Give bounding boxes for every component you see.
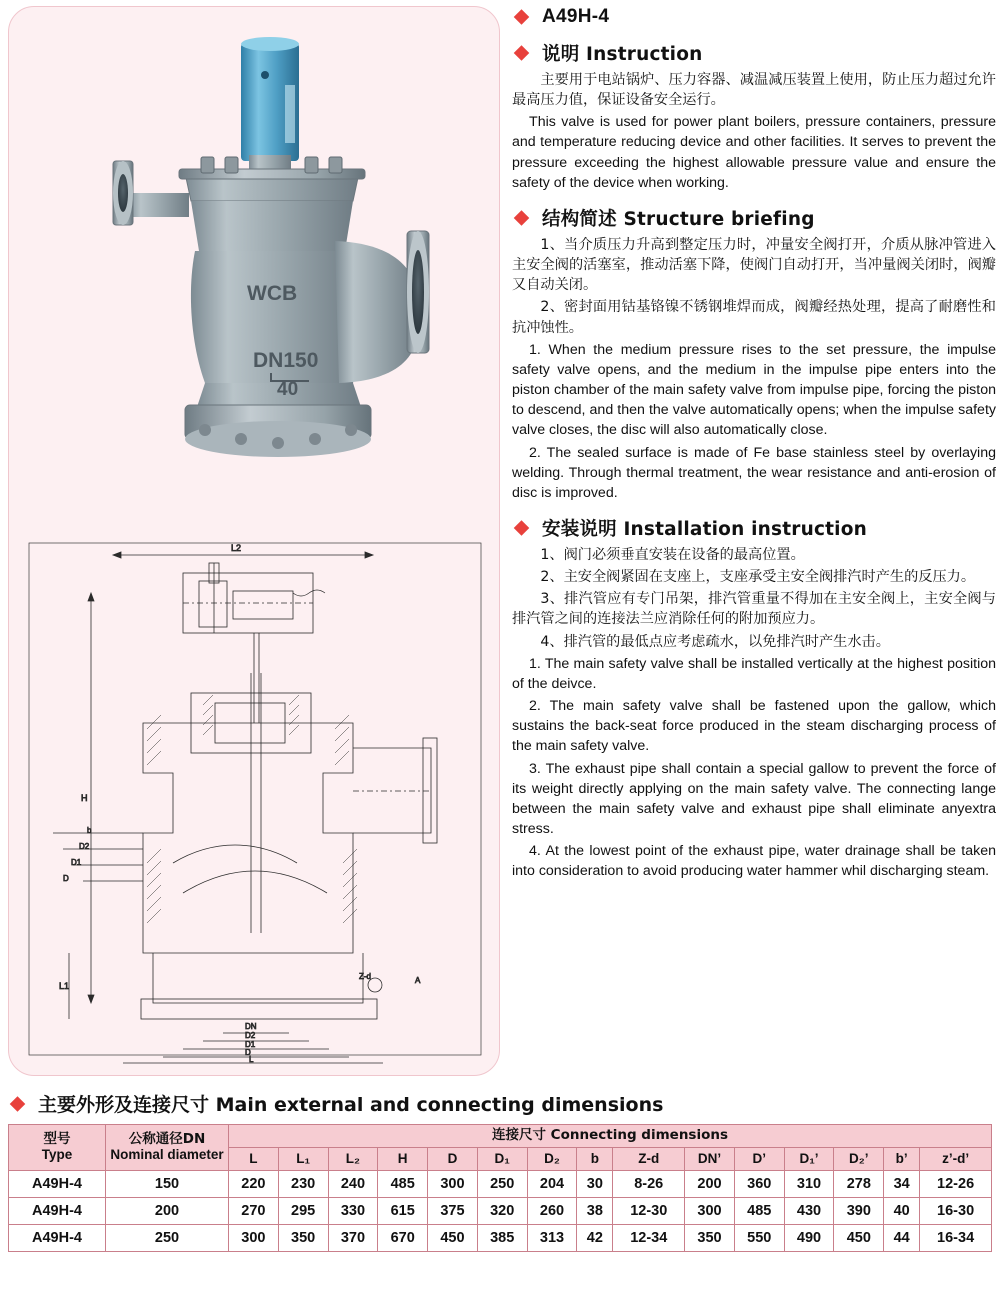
valve-photo [9, 15, 501, 525]
cell-D1p: 490 [784, 1224, 834, 1251]
model-title-text: A49H-4 [542, 6, 610, 27]
cell-dn: 150 [106, 1170, 229, 1197]
cell-zdp: 16-30 [920, 1197, 992, 1224]
header-col-zdp: z’-d’ [920, 1147, 992, 1170]
cell-L2: 330 [328, 1197, 378, 1224]
section-heading-installation [512, 515, 996, 541]
cell-L1: 295 [278, 1197, 328, 1224]
table-row [9, 1197, 992, 1224]
cell-type: A49H-4 [9, 1170, 106, 1197]
section-heading-structure [512, 205, 996, 231]
svg-text:H: H [81, 793, 88, 803]
structure-en-paragraph-2: 2. The sealed surface is made of Fe base stainless steel by overlaying welding. Through thermal treatment, the wear resistance and anti-erosion of disc is improved. [512, 444, 996, 501]
cell-D2p: 450 [834, 1224, 884, 1251]
cell-D1: 250 [477, 1170, 527, 1197]
header-col-L2: L₂ [328, 1147, 378, 1170]
instruction-en-paragraph: This valve is used for power plant boilers, pressure containers, pressure and temperature reducing device and other facilities. It serves to prevent the pressure exceeding the highest allowable pressure value and ensure the safety of the device when working. [512, 114, 996, 191]
cell-DNp: 350 [685, 1224, 735, 1251]
cell-Dp: 360 [734, 1170, 784, 1197]
cell-b: 30 [577, 1170, 613, 1197]
photo-label-pn: 40 [277, 379, 299, 400]
cell-type: A49H-4 [9, 1197, 106, 1224]
svg-text:D: D [245, 1048, 251, 1057]
cell-H: 670 [378, 1224, 428, 1251]
model-title [512, 6, 996, 28]
cell-dn: 200 [106, 1197, 229, 1224]
header-type [9, 1125, 106, 1171]
section-heading-structure-text: 结构简述 Structure briefing [542, 208, 815, 230]
header-col-D1: D₁ [477, 1147, 527, 1170]
cell-L: 220 [229, 1170, 279, 1197]
svg-text:L: L [249, 1055, 254, 1064]
svg-text:Z-d: Z-d [359, 972, 371, 981]
cell-D1p: 430 [784, 1197, 834, 1224]
header-col-D1p: D₁’ [784, 1147, 834, 1170]
structure-cn-paragraph-1: 1、当介质压力升高到整定压力时，冲量安全阀打开，介质从脉冲管进入主安全阀的活塞室，推动活塞下降，使阀门自动打开，当冲量阀关闭时，阀瓣又自动关闭。 [512, 236, 996, 294]
cell-L2: 240 [328, 1170, 378, 1197]
instruction-cn-paragraph: 主要用于电站锅炉、压力容器、减温减压装置上使用，防止压力超过允许最高压力值，保证设备安全运行。 [512, 72, 996, 109]
cell-Zd: 12-30 [613, 1197, 685, 1224]
svg-text:b: b [87, 826, 92, 835]
cell-zdp: 16-34 [920, 1224, 992, 1251]
table-row [9, 1170, 992, 1197]
installation-cn-paragraph-4: 4、排汽管的最低点应考虑疏水，以免排汽时产生水击。 [540, 633, 890, 650]
header-col-b: b [577, 1147, 613, 1170]
cell-b: 42 [577, 1224, 613, 1251]
photo-label-dn: DN150 [253, 349, 319, 372]
header-col-H: H [378, 1147, 428, 1170]
dimensions-table-title-text: 主要外形及连接尺寸 Main external and connecting dimensions [38, 1094, 664, 1116]
installation-en-paragraph-1: 1. The main safety valve shall be installed vertically at the highest position of the deivce. [512, 655, 996, 692]
table-header-row-1 [9, 1125, 992, 1148]
header-dn-cn: 公称通径DN [128, 1130, 206, 1147]
header-col-D2: D₂ [527, 1147, 577, 1170]
structure-en-paragraph-1: 1. When the medium pressure rises to the set pressure, the impulse safety valve opens, and the medium in the impulse pipe enters into the piston chamber of the main safety valve from impulse pipe, forcing the piston to descend, and then the valve automatically opens; when the impulse safety valve closes, the disc will also automatically close. [512, 341, 996, 439]
installation-cn-paragraph-3: 3、排汽管应有专门吊架，排汽管重量不得加在主安全阀上，主安全阀与排汽管之间的连接法兰应消除任何的附加预应力。 [512, 591, 996, 628]
cell-Dp: 485 [734, 1197, 784, 1224]
illustration-panel [8, 6, 500, 1076]
valve-technical-drawing [23, 533, 489, 1065]
svg-text:D2: D2 [245, 1031, 256, 1040]
section-heading-installation-text: 安装说明 Installation instruction [542, 518, 867, 540]
cell-D2: 313 [527, 1224, 577, 1251]
cell-L1: 350 [278, 1224, 328, 1251]
svg-text:D1: D1 [245, 1040, 256, 1049]
header-col-DNp: DN’ [685, 1147, 735, 1170]
cell-L1: 230 [278, 1170, 328, 1197]
cell-bp: 34 [884, 1170, 920, 1197]
cell-b: 38 [577, 1197, 613, 1224]
svg-text:D1: D1 [71, 858, 82, 867]
section-heading-instruction [512, 40, 996, 66]
header-nominal-diameter [106, 1125, 229, 1171]
cell-type: A49H-4 [9, 1224, 106, 1251]
cell-Dp: 550 [734, 1224, 784, 1251]
table-body [9, 1170, 992, 1251]
structure-cn-paragraph-2: 2、密封面用钴基铬镍不锈钢堆焊而成，阀瓣经热处理，提高了耐磨性和抗冲蚀性。 [512, 299, 996, 336]
cell-D: 450 [428, 1224, 478, 1251]
installation-en-paragraph-3: 3. The exhaust pipe shall contain a special gallow to prevent the force of its weight directly applying on the main safety valve. The connecting lange between the main safety valve and exhaust pipe shall eliminate anyextra stress. [512, 760, 996, 837]
svg-text:DN: DN [245, 1022, 257, 1031]
header-type-cn: 型号 [43, 1130, 71, 1147]
section-heading-instruction-text: 说明 Instruction [542, 44, 703, 65]
dimensions-table-wrapper [8, 1124, 992, 1252]
dimensions-table-title [10, 1090, 663, 1117]
installation-cn-paragraph-1: 1、阀门必须垂直安装在设备的最高位置。 [540, 546, 805, 563]
svg-text:D: D [63, 874, 69, 883]
table-row [9, 1224, 992, 1251]
header-col-L: L [229, 1147, 279, 1170]
cell-Zd: 12-34 [613, 1224, 685, 1251]
cell-H: 615 [378, 1197, 428, 1224]
header-connecting-dimensions: 连接尺寸 Connecting dimensions [229, 1125, 992, 1148]
valve-photo-svg [9, 15, 501, 525]
cell-bp: 44 [884, 1224, 920, 1251]
cell-D1p: 310 [784, 1170, 834, 1197]
installation-cn-paragraph-2: 2、主安全阀紧固在支座上，支座承受主安全阀排汽时产生的反压力。 [540, 569, 976, 586]
header-col-D2p: D₂’ [834, 1147, 884, 1170]
cell-zdp: 12-26 [920, 1170, 992, 1197]
cell-D2p: 390 [834, 1197, 884, 1224]
svg-text:L2: L2 [231, 543, 242, 553]
cell-DNp: 300 [685, 1197, 735, 1224]
cell-DNp: 200 [685, 1170, 735, 1197]
header-dn-en: Nominal diameter [110, 1147, 224, 1163]
cell-L2: 370 [328, 1224, 378, 1251]
cell-D2: 204 [527, 1170, 577, 1197]
svg-text:A: A [415, 976, 421, 985]
svg-text:D2: D2 [79, 842, 90, 851]
cell-D1: 385 [477, 1224, 527, 1251]
header-col-D: D [428, 1147, 478, 1170]
header-col-bp: b’ [884, 1147, 920, 1170]
dimensions-table [8, 1124, 992, 1252]
cell-D: 375 [428, 1197, 478, 1224]
technical-drawing-svg [23, 533, 489, 1065]
installation-en-paragraph-2: 2. The main safety valve shall be fastened upon the gallow, which sustains the back-seat force produced in the steam discharging process of the main safety valve. [512, 698, 996, 755]
cell-D2p: 278 [834, 1170, 884, 1197]
diamond-bullet-icon [514, 45, 530, 61]
diamond-bullet-icon [514, 9, 530, 25]
cell-D2: 260 [527, 1197, 577, 1224]
cell-Zd: 8-26 [613, 1170, 685, 1197]
header-type-en: Type [41, 1147, 73, 1163]
header-col-Dp: D’ [734, 1147, 784, 1170]
cell-dn: 250 [106, 1224, 229, 1251]
table-header [9, 1125, 992, 1171]
text-column [512, 6, 996, 883]
header-col-Zd: Z-d [613, 1147, 685, 1170]
svg-text:L1: L1 [59, 981, 70, 991]
cell-H: 485 [378, 1170, 428, 1197]
photo-label-wcb: WCB [247, 282, 298, 305]
diamond-bullet-icon [10, 1096, 26, 1112]
cell-bp: 40 [884, 1197, 920, 1224]
installation-en-paragraph-4: 4. At the lowest point of the exhaust pipe, water drainage shall be taken into consideration to avoid producing water hammer whil discharging steam. [512, 843, 996, 880]
cell-D: 300 [428, 1170, 478, 1197]
cell-D1: 320 [477, 1197, 527, 1224]
header-col-L1: L₁ [278, 1147, 328, 1170]
diamond-bullet-icon [514, 210, 530, 226]
cell-L: 300 [229, 1224, 279, 1251]
diamond-bullet-icon [514, 520, 530, 536]
cell-L: 270 [229, 1197, 279, 1224]
